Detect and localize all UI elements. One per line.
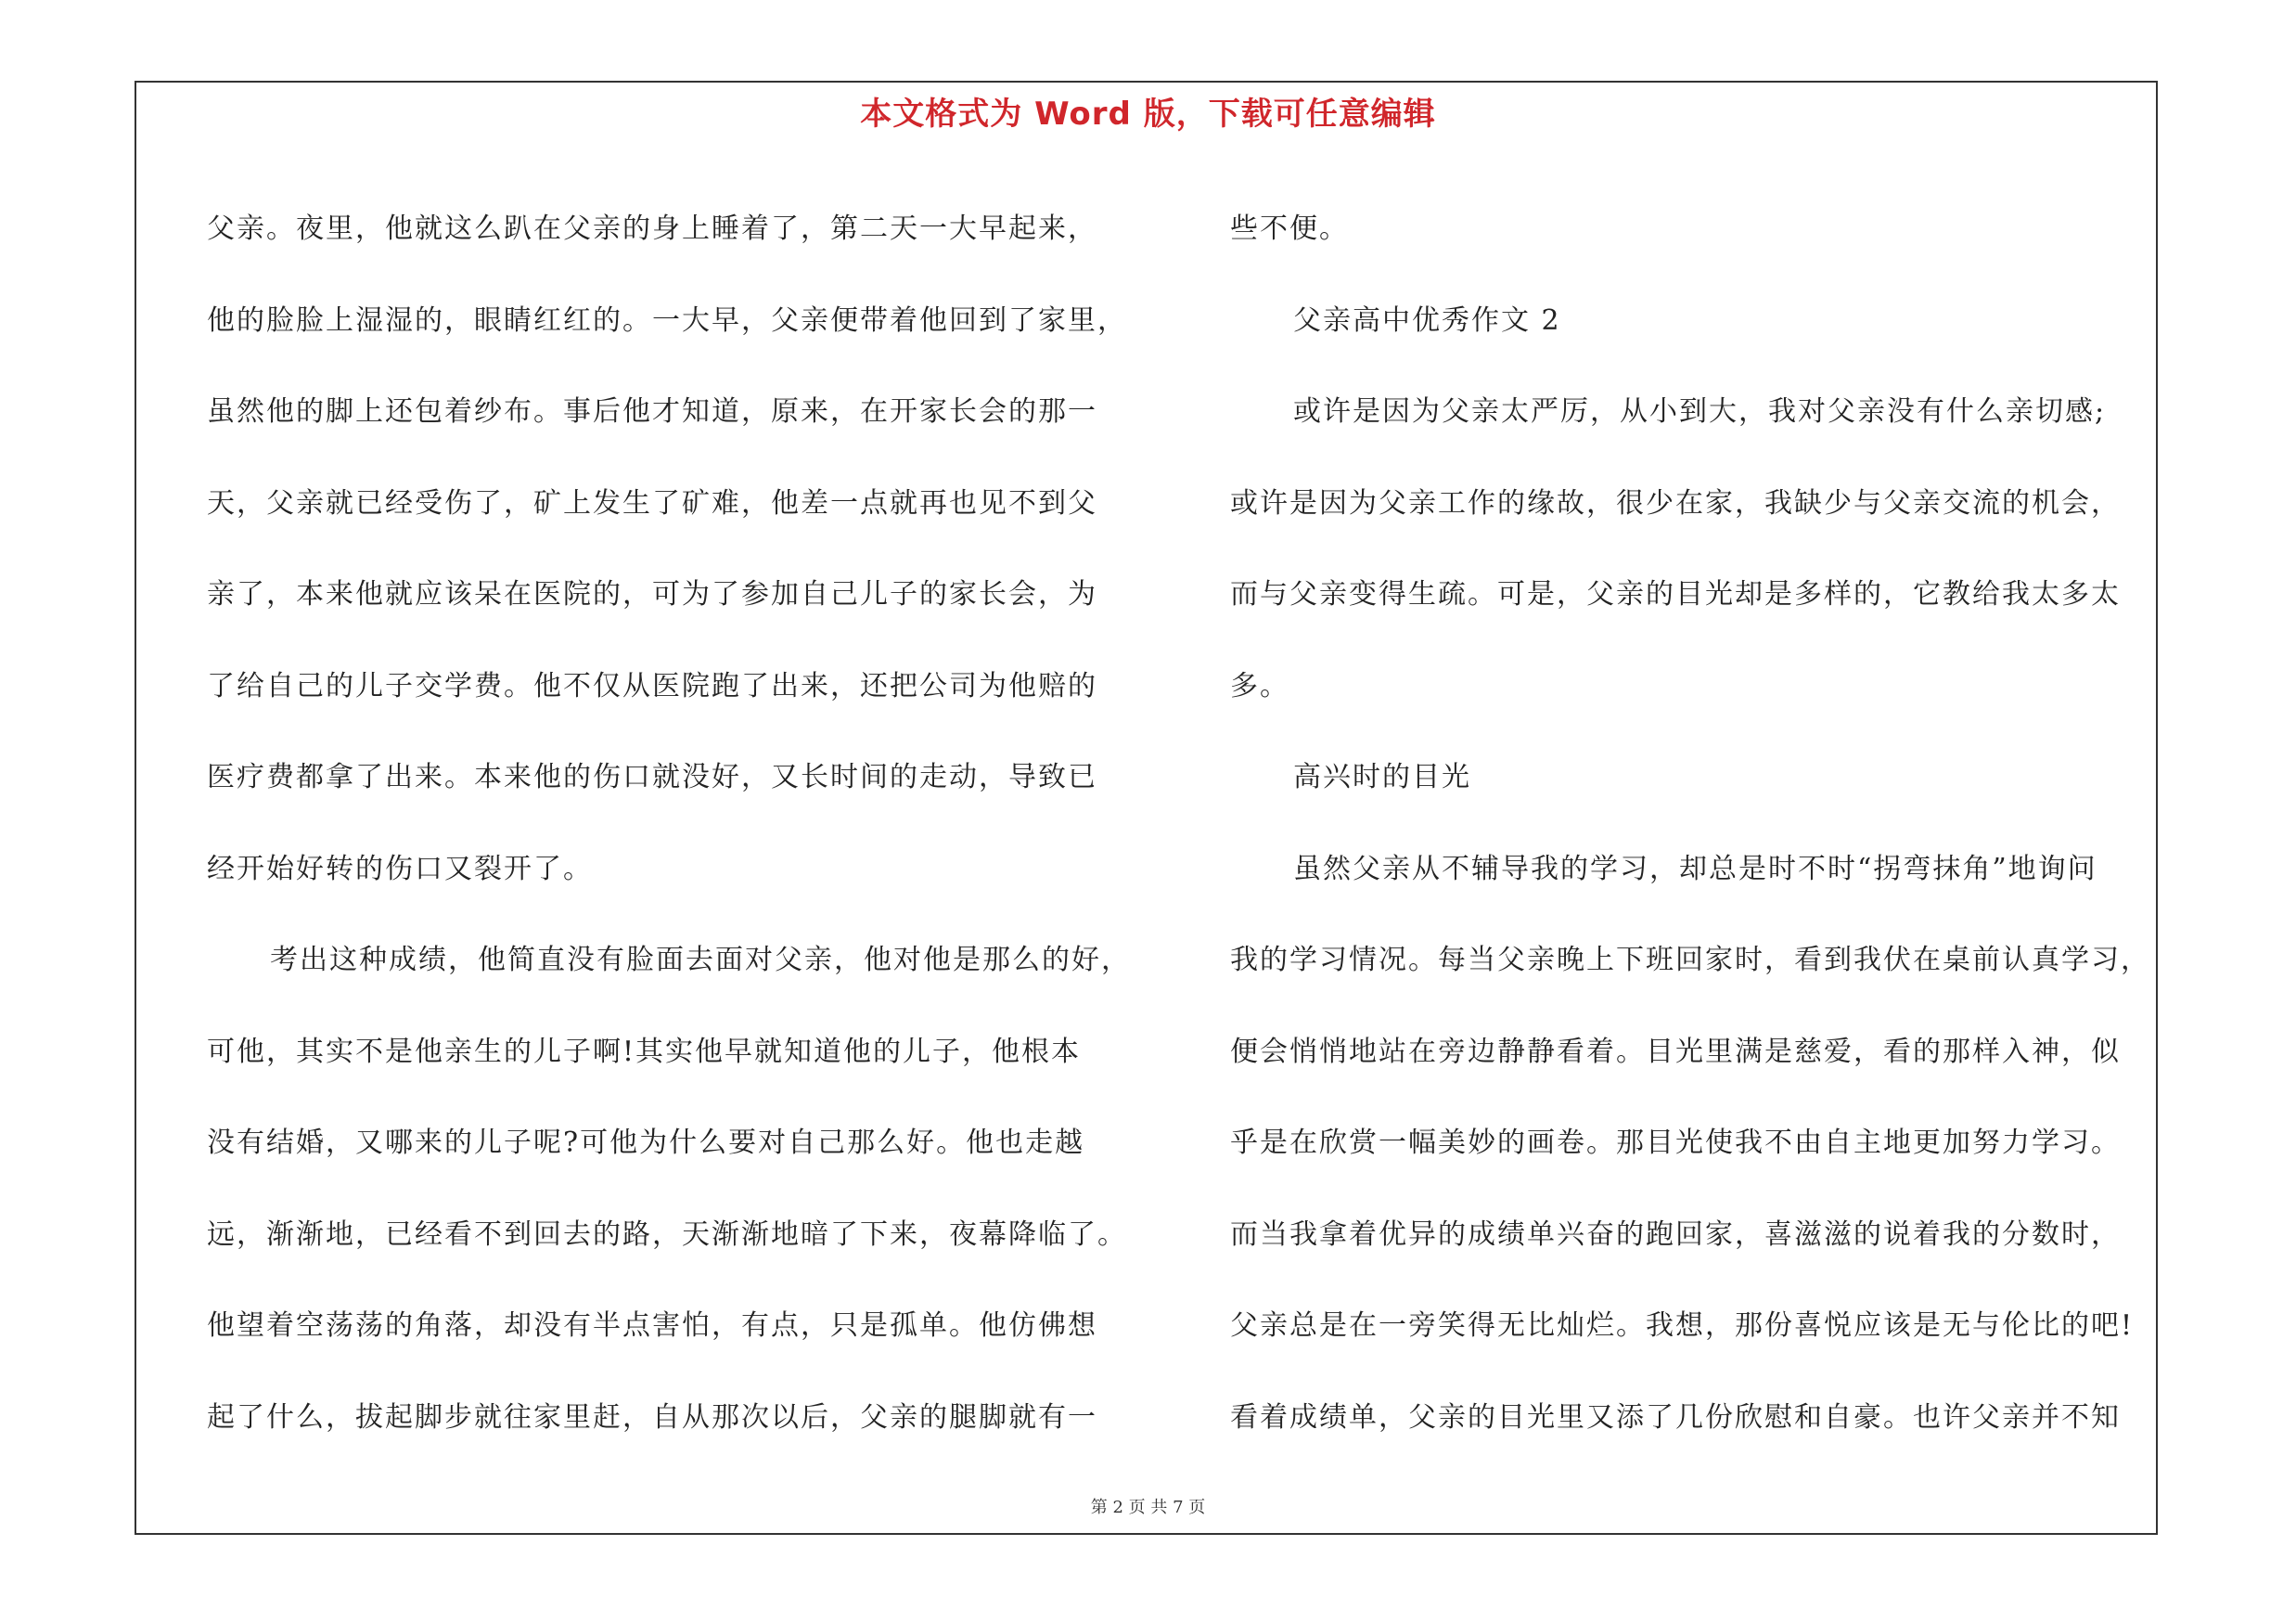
text-line: 医疗费都拿了出来。本来他的伤口就没好，又长时间的走动，导致已 [207,761,1097,793]
document-header: 本文格式为 Word 版，下载可任意编辑 [860,96,1436,133]
page-number: 第 2 页 共 7 页 [1090,1498,1206,1517]
text-line: 他的脸脸上湿湿的，眼睛红红的。一大早，父亲便带着他回到了家里， [207,303,1127,337]
text-line: 多。 [1230,669,1289,702]
text-line: 虽然父亲从不辅导我的学习，却总是时不时“拐弯抹角”地询问 [1293,852,2097,885]
text-line: 没有结婚，又哪来的儿子呢?可他为什么要对自己那么好。他也走越 [207,1127,1085,1159]
text-line: 起了什么，拔起脚步就往家里赶，自从那次以后，父亲的腿脚就有一 [207,1400,1097,1434]
text-line: 可他，其实不是他亲生的儿子啊!其实他早就知道他的儿子，他根本 [207,1035,1082,1068]
text-line: 远，渐渐地，已经看不到回去的路，天渐渐地暗了下来，夜幕降临了。 [207,1217,1127,1251]
text-line: 考出这种成绩，他简直没有脸面去面对父亲，他对他是那么的好， [270,944,1131,976]
text-line: 亲了，本来他就应该呆在医院的，可为了参加自己儿子的家长会，为 [207,578,1097,611]
text-line: 虽然他的脚上还包着纱布。事后他才知道，原来，在开家长会的那一 [207,395,1097,428]
text-line: 经开始好转的伤口又裂开了。 [207,852,593,885]
section-heading: 父亲高中优秀作文 2 [1293,303,1561,337]
text-line: 或许是因为父亲工作的缘故，很少在家，我缺少与父亲交流的机会， [1230,486,2121,520]
text-line: 乎是在欣赏一幅美妙的画卷。那目光使我不由自主地更加努力学习。 [1230,1127,2121,1159]
text-line: 便会悄悄地站在旁边静静看着。目光里满是慈爱，看的那样入神，似 [1230,1035,2121,1068]
section-heading: 高兴时的目光 [1293,761,1471,793]
text-line: 他望着空荡荡的角落，却没有半点害怕，有点，只是孤单。他仿佛想 [207,1309,1097,1342]
text-line: 或许是因为父亲太严厉，从小到大，我对父亲没有什么亲切感; [1293,395,2107,428]
text-line: 我的学习情况。每当父亲晚上下班回家时，看到我伏在桌前认真学习， [1230,944,2150,976]
text-line: 些不便。 [1230,213,1349,245]
text-line: 父亲。夜里，他就这么趴在父亲的身上睡着了，第二天一大早起来， [207,213,1097,245]
right-text-column [1230,184,2167,1463]
text-line: 父亲总是在一旁笑得无比灿烂。我想，那份喜悦应该是无与伦比的吧! [1230,1309,2135,1342]
text-line: 天，父亲就已经受伤了，矿上发生了矿难，他差一点就再也见不到父 [207,486,1097,520]
text-line: 看着成绩单，父亲的目光里又添了几份欣慰和自豪。也许父亲并不知 [1230,1400,2121,1434]
text-line: 了给自己的儿子交学费。他不仅从医院跑了出来，还把公司为他赔的 [207,669,1097,702]
text-line: 而当我拿着优异的成绩单兴奋的跑回家，喜滋滋的说着我的分数时， [1230,1217,2121,1251]
left-text-column [207,184,1139,1463]
text-line: 而与父亲变得生疏。可是，父亲的目光却是多样的，它教给我太多太 [1230,578,2121,611]
